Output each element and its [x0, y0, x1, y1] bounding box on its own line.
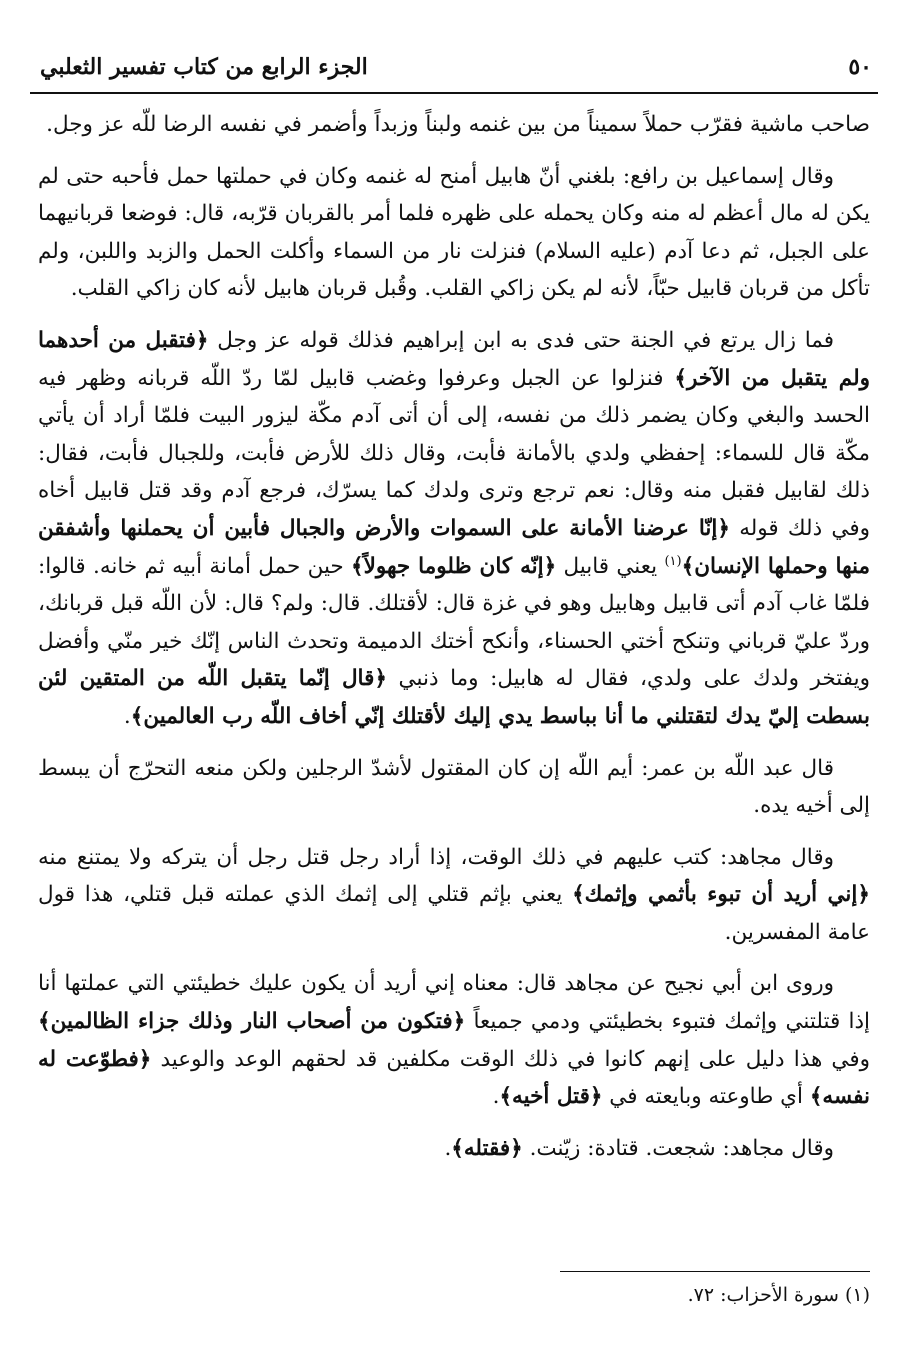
footnotes: [38, 1280, 870, 1310]
quran-verse: ﴿فتكون من أصحاب النار وذلك جزاء الظالمين﴾: [38, 1009, 466, 1035]
quran-verse: ﴿فتقبل من أحدهما ولم يتقبل من الآخر﴾: [38, 327, 871, 391]
footnote-marker: (١): [664, 553, 682, 569]
page-number: ٥٠: [848, 54, 872, 80]
text-segment: وفي هذا دليل على إنهم كانوا في ذلك الوقت مكلفين قد لحقهم الوعد والوعيد: [151, 1046, 871, 1072]
text-segment: .: [123, 703, 131, 729]
footnote-line: [38, 1280, 870, 1310]
text-segment: أي طاوعته وبايعته في: [602, 1084, 810, 1110]
quran-verse: ﴿فقتله﴾: [451, 1135, 523, 1161]
paragraph: [38, 158, 870, 308]
paragraph: [38, 839, 870, 952]
running-title: الجزء الرابع من كتاب تفسير الثعلبي: [40, 54, 368, 80]
text-segment: فما زال يرتع في الجنة حتى فدى به ابن إبراهيم فذلك قوله عز وجل: [208, 327, 834, 353]
footnote-text: سورة الأحزاب: ٧٢.: [687, 1284, 839, 1306]
paragraph: [38, 750, 870, 825]
text-segment: وقال إسماعيل بن رافع: بلغني أنّ هابيل أمنح له غنمه وكان في حملتها حمل فأحبه حتى لم يكن له مال أعظم له منه وكان يحمله على ظهره فلما أمر بالقربان قرّبه، قال: فوضعا قربانيهما على الجبل، ثم دعا آدم (عليه السلام) فنزلت نار من السماء وأكلت الحمل والزبد واللبن، ولم تأكل من قربان قابيل حبّاً، لأنه لم يكن زاكي القلب. وقُبل قربان هابيل لأنه كان زاكي القلب.: [38, 163, 870, 302]
quran-verse: ﴿إني أريد أن تبوء بأثمي وإثمك﴾: [572, 882, 870, 908]
text-segment: فنزلوا عن الجبل وعرفوا وغضب قابيل لمّا ردّ اللّه قربانه وظهر فيه الحسد والبغي وكان يضمر ذلك من نفسه، إلى أن أتى آدم مكّة ليزور البيت فلمّا أراد أن يأتي مكّة قال للسماء: إحفظي ولدي بالأمانة فأبت، وقال ذلك للأرض فأبت، وللجبال فأبت، فقال: ذلك لقابيل فقبل منه وقال: نعم ترجع وترى ولدك كما يسرّك، فرجع آدم وقد قتل قابيل أخاه وفي ذلك قوله: [38, 365, 870, 541]
quran-verse: ﴿قال إنّما يتقبل اللّه من المتقين لئن بسطت إليّ يدك لتقتلني ما أنا بباسط يدي إليك لأقتلك إنّي أخاف اللّه رب العالمين﴾: [38, 666, 870, 729]
text-segment: .: [444, 1135, 452, 1161]
quran-verse: ﴿فطوّعت له نفسه﴾: [38, 1046, 870, 1110]
footnote-rule: [560, 1271, 870, 1272]
text-segment: صاحب ماشية فقرّب حملاً سميناً من بين غنمه ولبناً وزبداً وأضمر في نفسه الرضا للّه عز وجل.: [46, 112, 870, 137]
text-segment: .: [492, 1084, 500, 1110]
text-segment: قال عبد اللّه بن عمر: أيم اللّه إن كان المقتول لأشدّ الرجلين ولكن منعه التحرّج أن يبسط إلى أخيه يده.: [38, 755, 870, 819]
quran-verse: ﴿قتل أخيه﴾: [499, 1084, 603, 1110]
quran-verse: ﴿إنّه كان ظلوما جهولاً﴾: [351, 553, 557, 579]
page-header: [30, 52, 878, 92]
text-segment: يعني قابيل: [556, 553, 665, 579]
footnote-number: (١): [844, 1284, 870, 1306]
paragraph: [38, 322, 870, 736]
text-segment: وقال مجاهد: شجعت. قتادة: زيّنت.: [522, 1135, 834, 1161]
quran-verse: ﴿إنّا عرضنا الأمانة على السموات والأرض والجبال فأبين أن يحملنها وأشفقن منها وحملها الإنسان﴾: [38, 515, 871, 579]
paragraph: [38, 965, 870, 1115]
text-segment: حين حمل أمانة أبيه ثم خانه. قالوا: فلمّا غاب آدم أتى قابيل وهابيل وهو في غزة قال: لأقتلك. قال: ولم؟ قال: لأن اللّه قبل قربانك، وردّ عليّ قرباني وتنكح أختي الحسناء، وأنكح أختك الدميمة وتحدث الناس إنّك خير منّي وأفضل ويفتخر ولدك على ولدي، فقال له هابيل: وما ذنبي: [38, 553, 870, 692]
text-segment: وروى ابن أبي نجيح عن مجاهد قال: معناه إني أريد أن يكون عليك خطيئتي التي عملتها أنا إذا قتلتني وإثمك فتبوء بخطيئتي ودمي جميعاً: [38, 971, 870, 1035]
text-segment: وقال مجاهد: كتب عليهم في ذلك الوقت، إذا أراد رجل قتل رجل أن يتركه ولا يمتنع منه: [38, 844, 834, 870]
text-segment: يعني بإثم قتلي إلى إثمك الذي عملته قبل قتلي، هذا قول عامة المفسرين.: [38, 882, 870, 945]
paragraph: [38, 1130, 870, 1168]
paragraph: [38, 106, 870, 144]
body-text: [38, 106, 870, 1181]
header-rule: [30, 92, 878, 94]
